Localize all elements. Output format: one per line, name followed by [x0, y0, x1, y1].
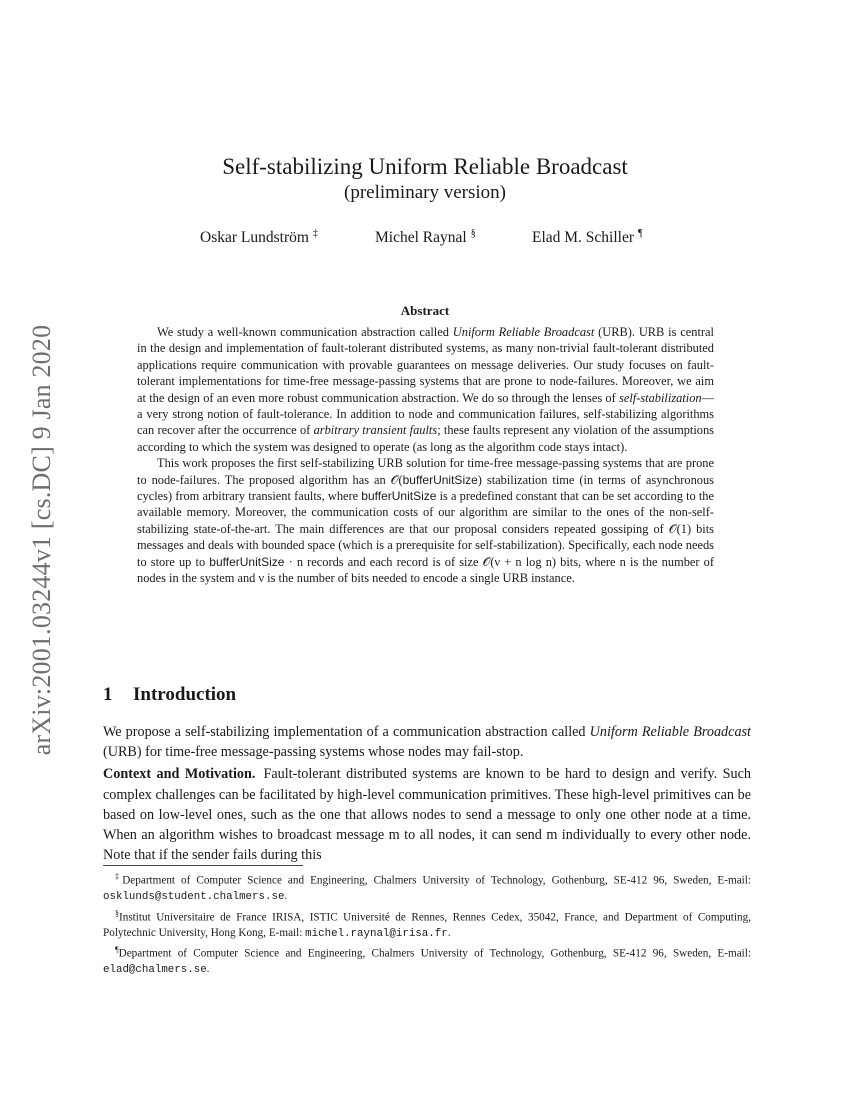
abstract-p1-term-urb: Uniform Reliable Broadcast — [452, 325, 595, 339]
runin-heading-context: Context and Motivation. — [103, 766, 256, 783]
author-3-mark: ¶ — [638, 228, 643, 239]
footnote-3-email: elad@chalmers.se — [103, 964, 207, 977]
footnote-2 — [103, 906, 751, 943]
abstract-p1-text-a: We study a well-known communication abstraction called — [157, 325, 453, 339]
footnote-divider — [103, 865, 303, 866]
footnote-2-email: michel.raynal@irisa.fr — [305, 927, 448, 940]
author-3-name: Elad M. Schiller — [532, 229, 635, 247]
section-heading-introduction — [103, 684, 236, 706]
abstract-body — [137, 324, 714, 587]
footnote-1 — [103, 869, 751, 906]
section-number: 1 — [103, 684, 113, 705]
intro-p1-term-urb: Uniform Reliable Broadcast — [589, 724, 751, 740]
footnote-3-end: . — [206, 963, 210, 976]
author-2-mark: § — [470, 228, 476, 239]
abstract-p2-code-3: bufferUnitSize — [209, 554, 285, 569]
paper-subtitle: (preliminary version) — [344, 182, 506, 203]
intro-paragraph-2 — [103, 764, 751, 865]
arxiv-identifier-stamp — [22, 300, 62, 780]
author-3 — [532, 228, 643, 247]
abstract-heading: Abstract — [400, 303, 450, 318]
author-1 — [200, 228, 318, 247]
intro-p1-text-a: We propose a self-stabilizing implementation of a communication abstraction called — [103, 724, 590, 740]
abstract-p1-text-g: ; these faults represent any violation of the assumptions according to which the system was designed to operate (as long as the algorithm code stays intact). — [137, 423, 714, 454]
footnote-1-text: Department of Computer Science and Engineering, Chalmers University of Technology, Gothenburg, SE-412 96, Sweden, E-mail: — [122, 874, 751, 887]
abstract-p2-text-a: This work proposes the first self-stabilizing URB solution for time-free message-passing systems that are prone to node-failures. The proposed algorithm has an 𝒪( — [137, 456, 714, 487]
footnote-2-end: . — [447, 926, 451, 939]
footnote-3 — [103, 942, 751, 979]
author-1-mark: ‡ — [312, 228, 318, 239]
introduction-body — [103, 722, 751, 865]
abstract-p1-term-self-stabilization: self-stabilization — [619, 390, 702, 405]
arxiv-identifier-text: arXiv:2001.03244v1 [cs.DC] 9 Jan 2020 — [27, 324, 56, 756]
abstract-p1-text-e: —a very strong notion of fault-tolerance. In addition to node and communication failures, self-stabilizing algorithms can recover after the occurrence of — [137, 390, 714, 438]
footnote-1-end: . — [284, 890, 288, 903]
abstract-p2-text-g: · n records and each record is of size 𝒪(ν + n log n) bits, where n is the number of nodes in the system and ν is the number of bits needed to encode a single URB instance. — [137, 554, 714, 586]
paper-title: Self-stabilizing Uniform Reliable Broadcast — [222, 154, 628, 179]
abstract-p2-code-1: bufferUnitSize — [402, 472, 478, 487]
author-1-name: Oskar Lundström — [200, 229, 309, 247]
footnote-2-text: Institut Universitaire de France IRISA, ISTIC Université de Rennes, Rennes Cedex, 35042, France, and Department of Computing, Polytechnic University, Hong Kong, E-mail: — [103, 911, 751, 939]
abstract-paragraph-1 — [137, 324, 714, 455]
section-title: Introduction — [133, 684, 237, 705]
author-list — [0, 228, 850, 252]
footnote-1-email: osklunds@student.chalmers.se — [103, 891, 285, 904]
footnote-3-mark: ¶ — [115, 945, 119, 955]
abstract-p2-text-e: is a predefined constant that can be set according to the available memory. Moreover, the communication costs of our algorithm are similar to the ones of the non-self-stabilizing state-of-the-art. The main differences are that our proposal considers repeated gossiping of 𝒪(1) bits messages and deals with bounded space (which is a prerequisite for self-stabilization). Specifically, each node needs to store up to — [137, 489, 714, 569]
footnote-3-text: Department of Computer Science and Engineering, Chalmers University of Technology, Gothenburg, SE-412 96, Sweden, E-mail: — [118, 947, 751, 960]
abstract-paragraph-2 — [137, 455, 714, 586]
footnotes — [103, 869, 751, 979]
abstract-p1-text-c: (URB). URB is central in the design and implementation of fault-tolerant distributed systems, as many non-trivial fault-tolerant distributed applications require communication with provable guarantees on message deliveries. Our study focuses on fault-tolerant implementations for time-free message-passing systems that are prone to node-failures. Moreover, we aim at the design of an even more robust communication abstraction. We do so through the lenses of — [137, 325, 714, 405]
footnote-2-mark: § — [115, 908, 119, 918]
footnote-1-mark: ‡ — [115, 872, 123, 881]
intro-p1-text-c: (URB) for time-free message-passing systems whose nodes may fail-stop. — [103, 744, 524, 761]
abstract-p2-code-2: bufferUnitSize — [361, 489, 437, 504]
intro-p2-text: Fault-tolerant distributed systems are known to be hard to design and verify. Such complex challenges can be facilitated by high-level communication primitives. These high-level primitives can be based on low-level ones, such as the one that allows nodes to send a message to only one other node at a time. When an algorithm wishes to broadcast message m to all nodes, it can send m individually to every other node. Note that if the sender fails during this — [103, 766, 751, 864]
intro-paragraph-1 — [103, 722, 751, 762]
author-2 — [375, 228, 476, 247]
author-2-name: Michel Raynal — [375, 229, 467, 247]
abstract-p2-text-c: ) stabilization time (in terms of asynchronous cycles) from arbitrary transient faults, where — [137, 472, 715, 504]
abstract-p1-term-transient-faults: arbitrary transient faults — [313, 423, 438, 438]
